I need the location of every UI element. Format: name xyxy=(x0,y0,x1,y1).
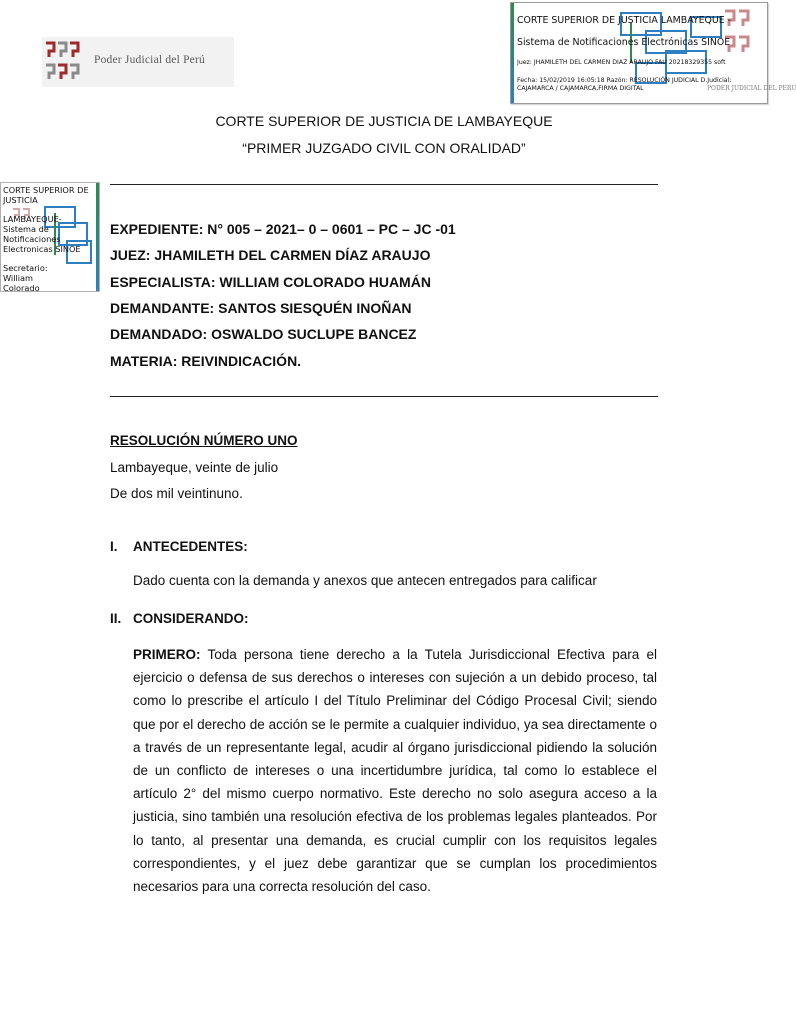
logo-emblem-icon xyxy=(42,37,92,87)
expediente-line: EXPEDIENTE: N° 005 – 2021– 0 – 0601 – PC – JC -01 xyxy=(110,221,456,237)
primero-label: PRIMERO: xyxy=(133,647,201,662)
side-stamp-line: Notificaciones xyxy=(3,234,61,244)
stamp-color-edge xyxy=(511,3,514,103)
side-signature-stamp xyxy=(0,182,100,292)
digital-signature-stamp xyxy=(510,2,796,104)
section-1-body: Dado cuenta con la demanda y anexos que antecen entregados para calificar xyxy=(133,573,597,588)
primero-paragraph xyxy=(133,643,657,898)
section-1-title: ANTECEDENTES: xyxy=(133,539,248,554)
demandante-line: DEMANDANTE: SANTOS SIESQUÉN INOÑAN xyxy=(110,300,412,316)
court-name: CORTE SUPERIOR DE JUSTICIA DE LAMBAYEQUE xyxy=(215,113,553,129)
stamp-line-2: Sistema de Notificaciones Electrónicas SINOE xyxy=(517,37,731,48)
logo-text: Poder Judicial del Perú xyxy=(94,54,205,66)
side-stamp-line: William xyxy=(3,273,34,283)
stamp-line-4: Fecha: 15/02/2019 16:05:18 Razón: RESOLUCIÓN JUDICIAL D.Judicial: xyxy=(517,77,732,84)
primero-text: Toda persona tiene derecho a la Tutela Jurisdiccional Efectiva para el ejercicio o defensa de sus derechos o intereses con sujeción a un debido proceso, tal como lo prescribe el artículo I del Título Preliminar del Código Procesal Civil; siendo que por el derecho de acción se le permite a cualquier individuo, ya sea directamente o a través de un representante legal, acudir al órgano jurisdiccional pidiendo la solución de un conflicto de intereses o una incertidumbre jurídica, tal como lo establece el artículo 2° del mismo cuerpo normativo. Este derecho no solo asegura acceso a la justicia, sino también una resolución efectiva de los problemas legales planteados. Por lo tanto, al presentar una demanda, es crucial cumplir con los requisitos legales correspondientes, y el juez debe garantizar que se cumplan los procedimientos necesarios para una correcta resolución del caso. xyxy=(133,647,657,895)
stamp-line-1: CORTE SUPERIOR DE JUSTICIA LAMBAYEQUE - xyxy=(517,15,732,26)
side-stamp-color-edge xyxy=(96,183,99,291)
side-stamp-line: Colorado xyxy=(3,283,40,293)
side-stamp-line: LAMBAYEQUE- xyxy=(3,214,62,224)
section-2-number: II. xyxy=(110,611,122,626)
side-stamp-line: Electronicas SINOE xyxy=(3,244,81,254)
materia-line: MATERIA: REIVINDICACIÓN. xyxy=(110,353,302,369)
side-stamp-line: Sistema de xyxy=(3,224,49,234)
resolution-date-line-2: De dos mil veintinuno. xyxy=(110,486,243,501)
section-1-number: I. xyxy=(110,539,118,554)
resolution-date-line-1: Lambayeque, veinte de julio xyxy=(110,460,279,475)
section-2-title: CONSIDERANDO: xyxy=(133,611,249,626)
divider-bottom xyxy=(110,396,658,397)
resolution-title: RESOLUCIÓN NÚMERO UNO xyxy=(110,433,298,448)
side-stamp-line: Secretario: xyxy=(3,263,48,273)
especialista-line: ESPECIALISTA: WILLIAM COLORADO HUAMÁN xyxy=(110,274,431,290)
side-stamp-line: JUSTICIA xyxy=(3,195,38,205)
juzgado-name: “PRIMER JUZGADO CIVIL CON ORALIDAD” xyxy=(242,140,526,156)
poder-judicial-logo xyxy=(42,37,234,87)
stamp-line-3: Juez: JHAMILETH DEL CARMEN DIAZ ARAUJO FAU 20218329355 soft xyxy=(517,59,726,66)
stamp-watermark-text: PODER JUDICIAL DEL PERÚ xyxy=(707,85,796,92)
stamp-line-5: CAJAMARCA / CAJAMARCA,FIRMA DIGITAL xyxy=(517,85,644,92)
divider-top xyxy=(110,184,658,185)
demandado-line: DEMANDADO: OSWALDO SUCLUPE BANCEZ xyxy=(110,326,417,342)
juez-line: JUEZ: JHAMILETH DEL CARMEN DÍAZ ARAUJO xyxy=(110,247,431,263)
side-stamp-line: CORTE SUPERIOR DE xyxy=(3,185,89,195)
